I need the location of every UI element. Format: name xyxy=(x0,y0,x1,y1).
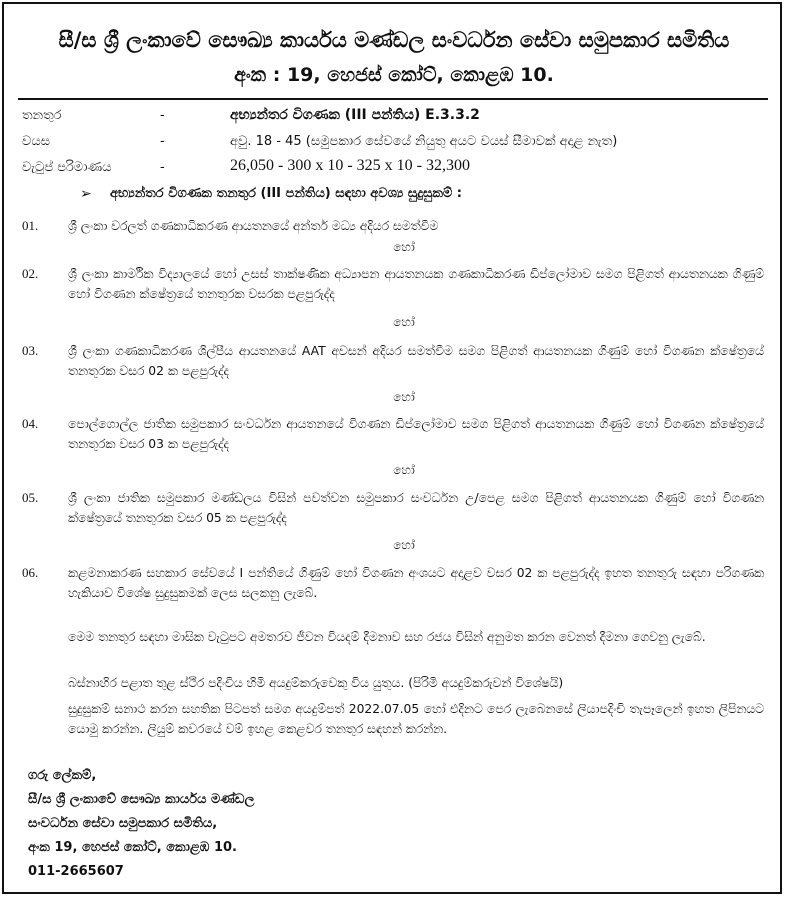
item-number: 05. xyxy=(22,490,39,505)
post-label: තනතුර xyxy=(22,108,62,123)
qualification-item: ශ්‍රී ලංකා ගණකාධිකරණ ශිල්පීය ආයතනයේ AAT අවසන් අදියර සමත්වීම සමග පිළිගත් ආයතනයක ගිණුම් හෝ විගණන ක්ෂේත්‍රයේ තනතුරක වසර 02 ක පළපුරුද්ද xyxy=(68,344,764,378)
signatory-address: අංක 19, හෙජස් කෝට්, කොළඹ 10. xyxy=(28,840,237,855)
item-number: 01. xyxy=(22,218,39,233)
item-number: 06. xyxy=(22,565,39,580)
qualification-item: ශ්‍රී ලංකා ජාතික සමුපකාර මණ්ඩලය විසින් පවත්වන සමුපකාර සංවර්ධන උ/පෙළ සමග පිළිගත් ආයතනයක ගිණුම් හෝ විගණන ක්ෂේත්‍රයේ තනතුරක වසර 05 ක පළපුරුද්ද xyxy=(68,491,764,525)
qualification-item: කළමනාකරණ සහකාර සේවයේ I පන්තියේ ගිණුම් හෝ විගණන අංශයට අදාළව වසර 02 ක පළපුරුද්ද ඉහත තනතුරු සඳහා පරිගණක හැකියාව විශේෂ සුදුසුකමක් ලෙස සලකනු ලැබේ. xyxy=(68,566,764,600)
item-number: 02. xyxy=(22,266,39,281)
signatory-org-line1: සී/ස ශ්‍රී ලංකාවේ සෞඛ්‍ය කාර්යය මණ්ඩල xyxy=(28,792,255,807)
qualification-item: පොල්ගොල්ල ජාතික සමුපකාර සංවර්ධන ආයතනයේ විගණන ඩිප්ලෝමාව සමග පිළිගත් ආයතනයක ගිණුම් හෝ විගණන ක්ෂේත්‍රයේ තනතුරක වසර 03 ක පළපුරුද්ද xyxy=(68,417,764,451)
age-dash: - xyxy=(160,134,165,149)
post-value: අභ්‍යන්තර විගණක (III පන්තිය) E.3.3.2 xyxy=(230,107,480,123)
allowance-note: මෙම තනතුර සඳහා මාසික වැටුපට අමතරව ජීවන වියදම් දීමනාව සහ රජය විසින් අනුමත කරන වෙනත් දීමනා ගෙවනු ලැබේ. xyxy=(68,630,706,644)
or-separator: හෝ xyxy=(393,390,415,404)
or-separator: හෝ xyxy=(393,315,415,329)
contact-phone: 011-2665607 xyxy=(28,864,124,879)
qualifications-heading: අභ්‍යන්තර විගණක තනතුර (III පන්තිය) සඳහා අවශ්‍ය සුදුසුකම් : xyxy=(110,186,463,201)
post-dash: - xyxy=(160,108,165,123)
item-number: 04. xyxy=(22,416,39,431)
item-number: 03. xyxy=(22,343,39,358)
qualification-item: ශ්‍රී ලංකා කාර්මික විද්‍යාලයේ හෝ උසස් තාක්ෂණික අධ්‍යාපන ආයතනයක ගණකාධිකරණ ඩිප්ලෝමාව සමග පිළිගත් ආයතනයක ගිණුම් හෝ විගණන ක්ෂේත්‍රයේ තනතුරක වසරක පළපුරුද්ද xyxy=(68,267,764,301)
age-value: අවු. 18 - 45 (සමුපකාර සේවයේ නියුතු අයට වයස් සීමාවක් අදාළ නැත) xyxy=(230,134,618,149)
qualification-item: ශ්‍රී ලංකා වරලත් ගණකාධිකරණ ආයතනයේ අන්තර් මධ්‍ය අදියර සමත්වීම xyxy=(68,219,439,233)
or-separator: හෝ xyxy=(393,463,415,477)
society-address: අංක : 19, හෙජස් කෝට්, කොළඹ 10. xyxy=(234,64,554,86)
salary-value: 26,050 - 300 x 10 - 325 x 10 - 32,300 xyxy=(230,157,470,174)
signatory-title: ගරු ලේකම්, xyxy=(28,768,97,783)
application-note: සුදුසුකම් සනාථ කරන සහතික පිටපත් සමග අයදුම්පත් 2022.07.05 හෝ එදිනට පෙර ලැබෙනසේ ලියාපදිංචි තැපෑලෙන් ඉහත ලිපිනයට යොමු කරන්න. ලියුම් කවරයේ වම් ඉහළ කෙළවර තනතුර සඳහන් කරන්න. xyxy=(68,702,764,736)
arrow-bullet-icon: ➢ xyxy=(80,186,92,202)
society-title: සී/ස ශ්‍රී ලංකාවේ සෞඛ්‍ය කාර්යය මණ්ඩල සංවර්ධන සේවා සමුපකාර සමිතිය xyxy=(58,28,730,52)
header-divider xyxy=(18,98,768,100)
residence-note: බස්නාහිර පළාත තුළ ස්ථිර පදිංචිය හිමි අයදුම්කරුවෙකු විය යුතුය. (පිරිමි අයදුම්කරුවන් විශේෂයි) xyxy=(68,676,564,690)
signatory-org-line2: සංවර්ධන සේවා සමුපකාර සමිතිය, xyxy=(28,816,218,831)
salary-label: වැටුප් පරිමාණය xyxy=(22,160,112,175)
age-label: වයස xyxy=(22,134,51,149)
or-separator: හෝ xyxy=(393,538,415,552)
or-separator: හෝ xyxy=(393,240,415,254)
salary-dash: - xyxy=(160,160,165,175)
